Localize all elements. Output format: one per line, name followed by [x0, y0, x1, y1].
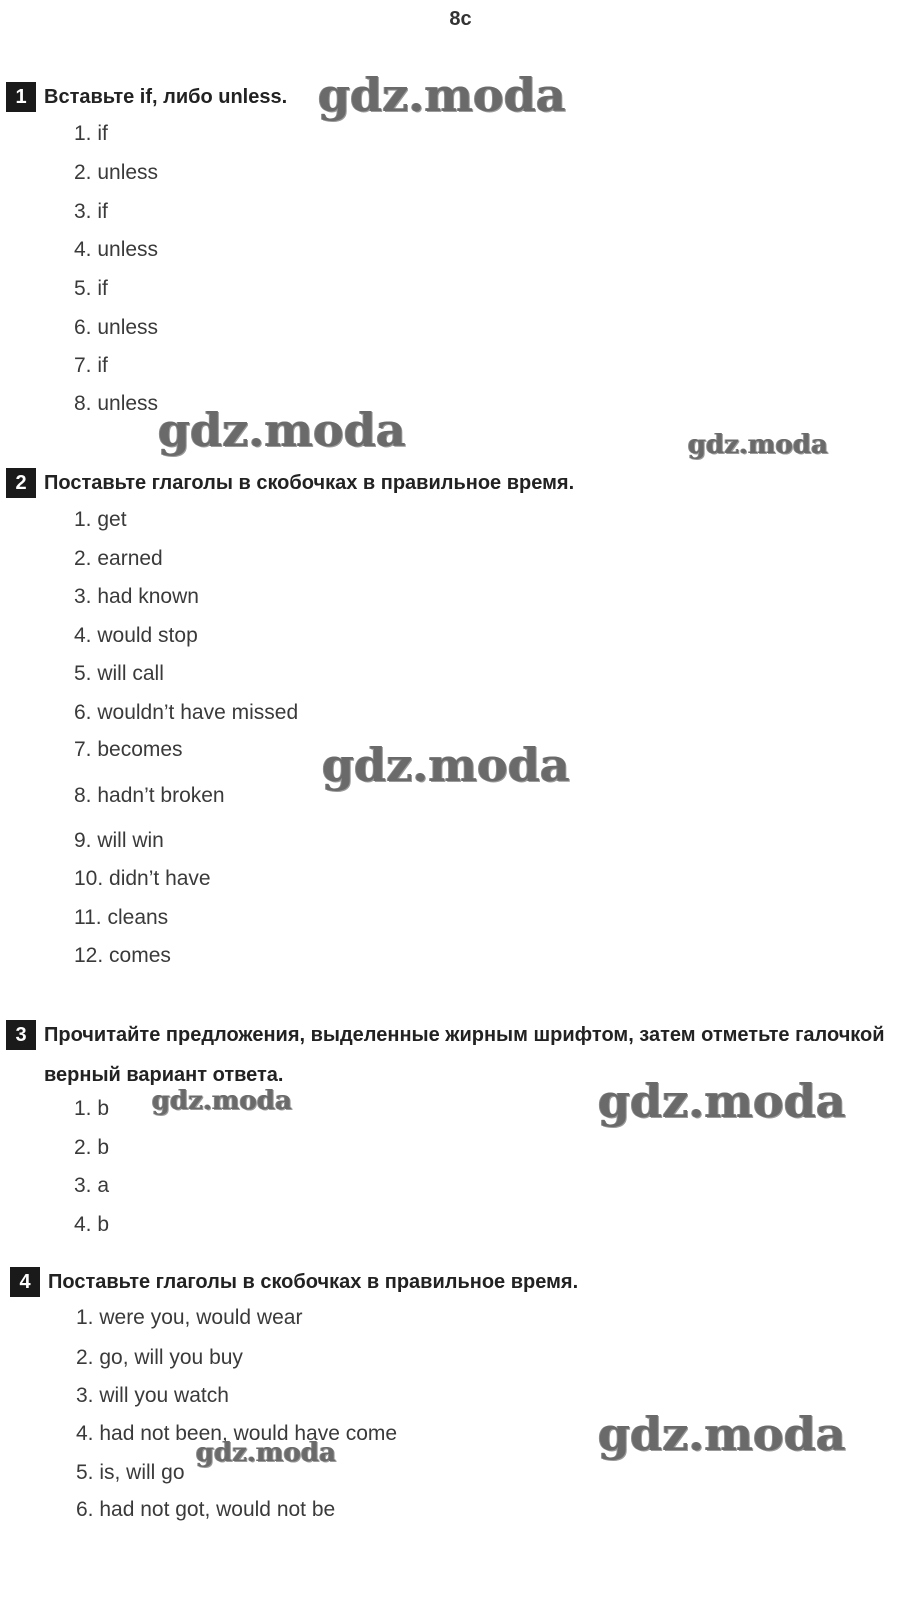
list-item: 11. cleans — [74, 906, 169, 929]
watermark-logo: gdz.moda — [196, 1438, 337, 1468]
list-item: 4. b — [74, 1213, 110, 1236]
task-number-badge: 1 — [6, 82, 36, 112]
list-item: 2. earned — [74, 547, 163, 570]
watermark-logo: gdz.moda — [158, 403, 406, 457]
list-item: 12. comes — [74, 944, 171, 967]
task-2-header — [6, 468, 574, 503]
list-item: 4. unless — [74, 238, 159, 261]
list-item: 7. if — [74, 354, 108, 377]
list-item: 7. becomes — [74, 738, 183, 761]
list-item: 6. unless — [74, 316, 159, 339]
task-4-header — [10, 1267, 578, 1302]
task-title: Прочитайте предложения, выделенные жирным шрифтом, затем отметьте галочкой верный вариант ответа. — [44, 1024, 885, 1086]
task-title: Поставьте глаголы в скобочках в правильное время. — [44, 472, 575, 494]
task-number-badge: 3 — [6, 1020, 36, 1050]
task-title: Вставьте if, либо unless. — [44, 86, 288, 108]
list-item: 1. get — [74, 508, 127, 531]
list-item: 2. unless — [74, 161, 159, 184]
list-item: 10. didn’t have — [74, 867, 211, 890]
task-number-badge: 2 — [6, 468, 36, 498]
list-item: 5. is, will go — [76, 1461, 185, 1484]
watermark-logo: gdz.moda — [598, 1407, 846, 1461]
list-item: 1. were you, would wear — [76, 1306, 303, 1329]
list-item: 1. if — [74, 122, 108, 145]
list-item: 3. will you watch — [76, 1384, 229, 1407]
list-item: 6. had not got, would not be — [76, 1498, 336, 1521]
watermark-logo: gdz.moda — [318, 68, 566, 122]
list-item: 5. if — [74, 277, 108, 300]
list-item: 4. would stop — [74, 624, 198, 647]
list-item: 6. wouldn’t have missed — [74, 701, 299, 724]
list-item: 8. unless — [74, 392, 159, 415]
list-item: 3. had known — [74, 585, 199, 608]
list-item: 2. b — [74, 1136, 110, 1159]
task-number-badge: 4 — [10, 1267, 40, 1297]
list-item: 4. had not been, would have come — [76, 1422, 398, 1445]
watermark-logo: gdz.moda — [598, 1074, 846, 1128]
page-title: 8c — [449, 8, 472, 30]
list-item: 2. go, will you buy — [76, 1346, 243, 1369]
list-item: 5. will call — [74, 662, 164, 685]
list-item: 8. hadn’t broken — [74, 784, 225, 807]
list-item: 9. will win — [74, 829, 164, 852]
watermark-logo: gdz.moda — [322, 738, 570, 792]
task-1-header — [6, 82, 287, 117]
list-item: 3. if — [74, 200, 108, 223]
task-title: Поставьте глаголы в скобочках в правильное время. — [48, 1271, 579, 1293]
list-item: 1. b — [74, 1097, 110, 1120]
watermark-logo: gdz.moda — [152, 1086, 293, 1116]
watermark-logo: gdz.moda — [688, 430, 829, 460]
list-item: 3. a — [74, 1174, 110, 1197]
